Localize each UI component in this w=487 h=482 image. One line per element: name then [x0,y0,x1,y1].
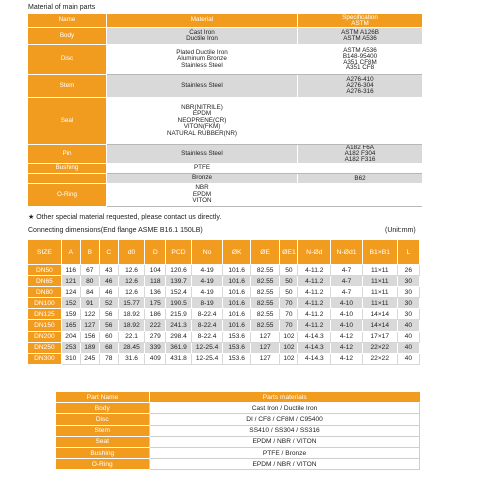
materials-row [28,28,422,45]
materials-spec-cell [298,28,423,45]
materials-row [28,45,422,75]
dimension-cell: 156 [80,331,99,342]
materials-material-cell [107,174,298,184]
dimension-cell: 120.6 [166,265,191,276]
dimension-cell: 127 [250,353,280,364]
dimension-cell: 12.6 [118,265,144,276]
dimension-cell: 4-14.3 [298,331,331,342]
dimension-cell: 215.9 [166,309,191,320]
dimension-cell: 43 [99,265,118,276]
special-material-note: ★ Other special material requested, please contact us directly. [28,214,222,221]
material-line: VITON [192,197,212,205]
dimensions-row [28,265,420,276]
dimension-cell: 50 [280,287,298,298]
dimension-cell: 118 [145,276,166,287]
dimension-cell: 127 [250,342,280,353]
dimension-cell: 60 [99,331,118,342]
material-line: VITON(FKM) [183,123,221,131]
parts-row [56,414,420,425]
dimension-cell: 40 [397,342,419,353]
materials-spec-cell [298,75,423,98]
dimensions-header-cell: N-Ød1 [331,240,363,265]
dimension-cell: 82.55 [250,287,280,298]
spec-label: Specification [342,14,378,21]
dimension-cell: 4-10 [331,320,363,331]
size-cell: DN80 [28,287,61,298]
dimension-cell: 70 [280,298,298,309]
dimensions-row [28,342,420,353]
materials-material-cell [107,45,298,75]
dimension-cell: 31.6 [118,353,144,364]
parts-row [56,447,420,458]
dimensions-table [28,240,420,365]
dimension-cell: 82.55 [250,309,280,320]
materials-spec-cell [298,145,423,164]
spec-line: A351 CF8M [343,58,377,66]
size-cell: DN300 [28,353,61,364]
spec-line: A182 F304 [344,150,376,158]
dimensions-row [28,331,420,342]
dimensions-header-cell: ØK [223,240,250,265]
materials-row [28,184,422,207]
dimension-cell: 4-11.2 [298,298,331,309]
dimension-cell: 127 [80,320,99,331]
dimension-cell: 139.7 [166,276,191,287]
materials-part-name: Seal [28,98,107,145]
part-name: Bushing [56,447,150,458]
dimension-cell: 30 [397,298,419,309]
spec-line: ASTM A536 [343,46,377,54]
dimensions-unit: (Unit:mm) [385,227,416,234]
dimension-cell: 11×11 [362,276,397,287]
dimensions-row [28,309,420,320]
dimension-cell: 82.55 [250,298,280,309]
dimension-cell: 52 [99,298,118,309]
dimensions-row [28,353,420,364]
dimensions-header-cell: C [99,240,118,265]
dimension-cell: 4-19 [191,276,223,287]
dimension-cell: 12-25.4 [191,342,223,353]
materials-header-row [28,14,422,28]
dimensions-title: Connecting dimensions(End flange ASME B16.1 150LB) [28,227,203,234]
size-cell: DN100 [28,298,61,309]
dimension-cell: 91 [80,298,99,309]
dimension-cell: 152 [61,298,80,309]
materials-spec-cell [298,174,423,184]
dimension-cell: 68 [99,342,118,353]
material-line: Stainless Steel [181,81,223,89]
dimension-cell: 12.6 [118,287,144,298]
dimensions-header-cell: N-Ød [298,240,331,265]
dimension-cell: 101.6 [223,309,250,320]
materials-part-name: Stem [28,75,107,98]
dimension-cell: 70 [280,309,298,320]
materials-row [28,164,422,174]
dimensions-header-cell: D [145,240,166,265]
dimension-cell: 4-19 [191,287,223,298]
dimension-cell: 12.6 [118,276,144,287]
dimension-cell: 26 [397,265,419,276]
dimension-cell: 104 [145,265,166,276]
dimension-cell: 82.55 [250,276,280,287]
dimension-cell: 121 [61,276,80,287]
dimension-cell: 28.45 [118,342,144,353]
materials-row [28,174,422,184]
parts-header-row [56,392,420,403]
spec-line: A276-316 [346,87,374,95]
dimension-cell: 30 [397,287,419,298]
materials-header-name: Name [28,14,107,28]
size-cell: DN65 [28,276,61,287]
dimension-cell: 22×22 [362,353,397,364]
dimension-cell: 116 [61,265,80,276]
spec-sub-label: ASTM [351,19,369,27]
materials-material-cell [107,28,298,45]
dimension-cell: 4-11.2 [298,265,331,276]
dimension-cell: 4-7 [331,287,363,298]
materials-spec-cell [298,184,423,207]
size-cell: DN50 [28,265,61,276]
material-line: Stainless Steel [181,149,223,157]
dimensions-header-cell: No [191,240,223,265]
dimension-cell: 152.4 [166,287,191,298]
dimension-cell: 186 [145,309,166,320]
dimension-cell: 102 [280,331,298,342]
dimension-cell: 361.9 [166,342,191,353]
dimension-cell: 4-14.3 [298,353,331,364]
spec-line: ASTM A126B [341,29,379,37]
spec-line: A351 CF8 [345,64,375,72]
dimension-cell: 4-11.2 [298,276,331,287]
materials-material-cell [107,184,298,207]
dimension-cell: 4-12 [331,342,363,353]
dimensions-row [28,320,420,331]
dimensions-row [28,298,420,309]
dimension-cell: 409 [145,353,166,364]
material-line: PTFE [193,164,211,172]
dimension-cell: 8-22.4 [191,331,223,342]
materials-part-name: Bushing [28,164,107,174]
materials-title: Material of main parts [28,4,96,11]
spec-line: B148-95400 [342,52,378,60]
materials-header-spec [298,14,423,28]
dimension-cell: 4-10 [331,298,363,309]
dimension-cell: 159 [61,309,80,320]
dimension-cell: 14×14 [362,309,397,320]
materials-material-cell [107,75,298,98]
dimension-cell: 8-22.4 [191,320,223,331]
parts-header-name: Part Name [56,392,150,403]
materials-header-material: Material [107,14,298,28]
material-line: Ductile Iron [186,35,218,42]
dimension-cell: 124 [61,287,80,298]
dimension-cell: 11×11 [362,298,397,309]
spec-line: ASTM A536 [343,35,377,42]
materials-part-name [28,174,107,184]
dimensions-header-cell: L [397,240,419,265]
material-line: Cast Iron [189,28,215,36]
part-name: O-Ring [56,459,150,470]
part-name: Seat [56,436,150,447]
materials-part-name: Pin [28,145,107,164]
materials-row [28,75,422,98]
materials-part-name: O-Ring [28,184,107,207]
size-cell: DN125 [28,309,61,320]
dimension-cell: 189 [80,342,99,353]
part-name: Disc [56,414,150,425]
part-material: DI / CF8 / CF8M / C95400 [150,414,420,425]
materials-spec-cell [298,164,423,174]
parts-row [56,403,420,414]
part-material: EPDM / NBR / VITON [150,436,420,447]
dimension-cell: 101.6 [223,287,250,298]
dimension-cell: 46 [99,276,118,287]
dimension-cell: 82.55 [250,320,280,331]
dimensions-header-cell: A [61,240,80,265]
dimension-cell: 153.6 [223,342,250,353]
dimension-cell: 8-19 [191,298,223,309]
dimension-cell: 46 [99,287,118,298]
materials-material-cell [107,164,298,174]
dimension-cell: 12-25.4 [191,353,223,364]
dimensions-header-cell: B1×B1 [362,240,397,265]
dimension-cell: 4-10 [331,309,363,320]
material-line: Bronze [192,174,212,182]
dimension-cell: 78 [99,353,118,364]
dimension-cell: 22×22 [362,342,397,353]
parts-row [56,436,420,447]
dimensions-header-cell: B [80,240,99,265]
materials-spec-cell [298,98,423,145]
dimensions-header-row [28,240,420,265]
dimension-cell: 56 [99,320,118,331]
material-line: NBR [195,184,209,192]
dimensions-header-cell: d0 [118,240,144,265]
dimension-cell: 101.6 [223,320,250,331]
dimension-cell: 204 [61,331,80,342]
dimension-cell: 22.1 [118,331,144,342]
dimension-cell: 165 [61,320,80,331]
materials-row [28,98,422,145]
dimension-cell: 18.92 [118,309,144,320]
dimension-cell: 40 [397,320,419,331]
material-line: NATURAL RUBBER(NR) [167,129,237,137]
parts-header-material: Parts materials [150,392,420,403]
dimension-cell: 4-7 [331,265,363,276]
dimension-cell: 4-11.2 [298,320,331,331]
spec-line: B62 [354,174,366,182]
dimension-cell: 30 [397,276,419,287]
spec-line: A276-304 [346,82,374,90]
dimension-cell: 101.6 [223,276,250,287]
parts-row [56,459,420,470]
dimensions-row [28,287,420,298]
dimension-cell: 136 [145,287,166,298]
part-name: Stem [56,425,150,436]
dimension-cell: 8-22.4 [191,309,223,320]
dimension-cell: 14×14 [362,320,397,331]
spec-line: A182 F6A [345,144,374,152]
dimensions-header-cell: ØE [250,240,280,265]
dimensions-row [28,276,420,287]
dimension-cell: 4-7 [331,276,363,287]
dimension-cell: 18.92 [118,320,144,331]
materials-table [28,14,422,207]
dimension-cell: 253 [61,342,80,353]
material-line: EPDM [192,110,212,118]
dimension-cell: 101.6 [223,265,250,276]
dimension-cell: 30 [397,309,419,320]
materials-material-cell [107,98,298,145]
dimension-cell: 4-14.3 [298,342,331,353]
material-line: NEOPRENE(CR) [177,116,227,124]
dimension-cell: 4-12 [331,331,363,342]
part-name: Body [56,403,150,414]
materials-material-cell [107,145,298,164]
dimension-cell: 102 [280,342,298,353]
materials-row [28,145,422,164]
size-cell: DN200 [28,331,61,342]
dimension-cell: 279 [145,331,166,342]
materials-spec-cell [298,45,423,75]
parts-row [56,425,420,436]
dimension-cell: 70 [280,320,298,331]
dimension-cell: 15.77 [118,298,144,309]
dimension-cell: 431.8 [166,353,191,364]
dimension-cell: 40 [397,331,419,342]
dimension-cell: 40 [397,353,419,364]
material-line: Stainless Steel [181,61,223,69]
dimension-cell: 4-12 [331,353,363,364]
dimension-cell: 82.55 [250,265,280,276]
dimension-cell: 241.3 [166,320,191,331]
material-line: EPDM [192,190,212,198]
part-material: PTFE / Bronze [150,447,420,458]
dimension-cell: 298.4 [166,331,191,342]
material-line: Aluminum Bronze [177,55,227,63]
dimension-cell: 127 [250,331,280,342]
dimension-cell: 153.6 [223,331,250,342]
dimension-cell: 80 [80,276,99,287]
dimension-cell: 310 [61,353,80,364]
parts-materials-table [55,392,420,470]
dimension-cell: 101.6 [223,298,250,309]
dimension-cell: 67 [80,265,99,276]
material-line: NBR(NITRILE) [181,103,223,111]
part-material: Cast Iron / Ductile Iron [150,403,420,414]
size-cell: DN250 [28,342,61,353]
dimension-cell: 339 [145,342,166,353]
part-material: EPDM / NBR / VITON [150,459,420,470]
dimension-cell: 17×17 [362,331,397,342]
dimension-cell: 84 [80,287,99,298]
dimension-cell: 102 [280,353,298,364]
spec-line: A182 F316 [344,155,376,163]
dimension-cell: 222 [145,320,166,331]
dimensions-header-cell: PCD [166,240,191,265]
dimension-cell: 4-11.2 [298,287,331,298]
material-line: Plated Ductile Iron [176,48,228,56]
dimension-cell: 4-11.2 [298,309,331,320]
materials-part-name: Body [28,28,107,45]
dimension-cell: 11×11 [362,265,397,276]
materials-part-name: Disc [28,45,107,75]
dimension-cell: 153.6 [223,353,250,364]
dimension-cell: 50 [280,276,298,287]
dimensions-header-cell: SIZE [28,240,61,265]
part-material: SS410 / SS304 / SS316 [150,425,420,436]
dimensions-header-cell: ØE1 [280,240,298,265]
dimension-cell: 190.5 [166,298,191,309]
dimension-cell: 122 [80,309,99,320]
dimension-cell: 56 [99,309,118,320]
dimension-cell: 50 [280,265,298,276]
dimension-cell: 11×11 [362,287,397,298]
spec-line: A276-410 [346,76,374,84]
dimension-cell: 4-19 [191,265,223,276]
dimension-cell: 245 [80,353,99,364]
size-cell: DN150 [28,320,61,331]
dimension-cell: 175 [145,298,166,309]
